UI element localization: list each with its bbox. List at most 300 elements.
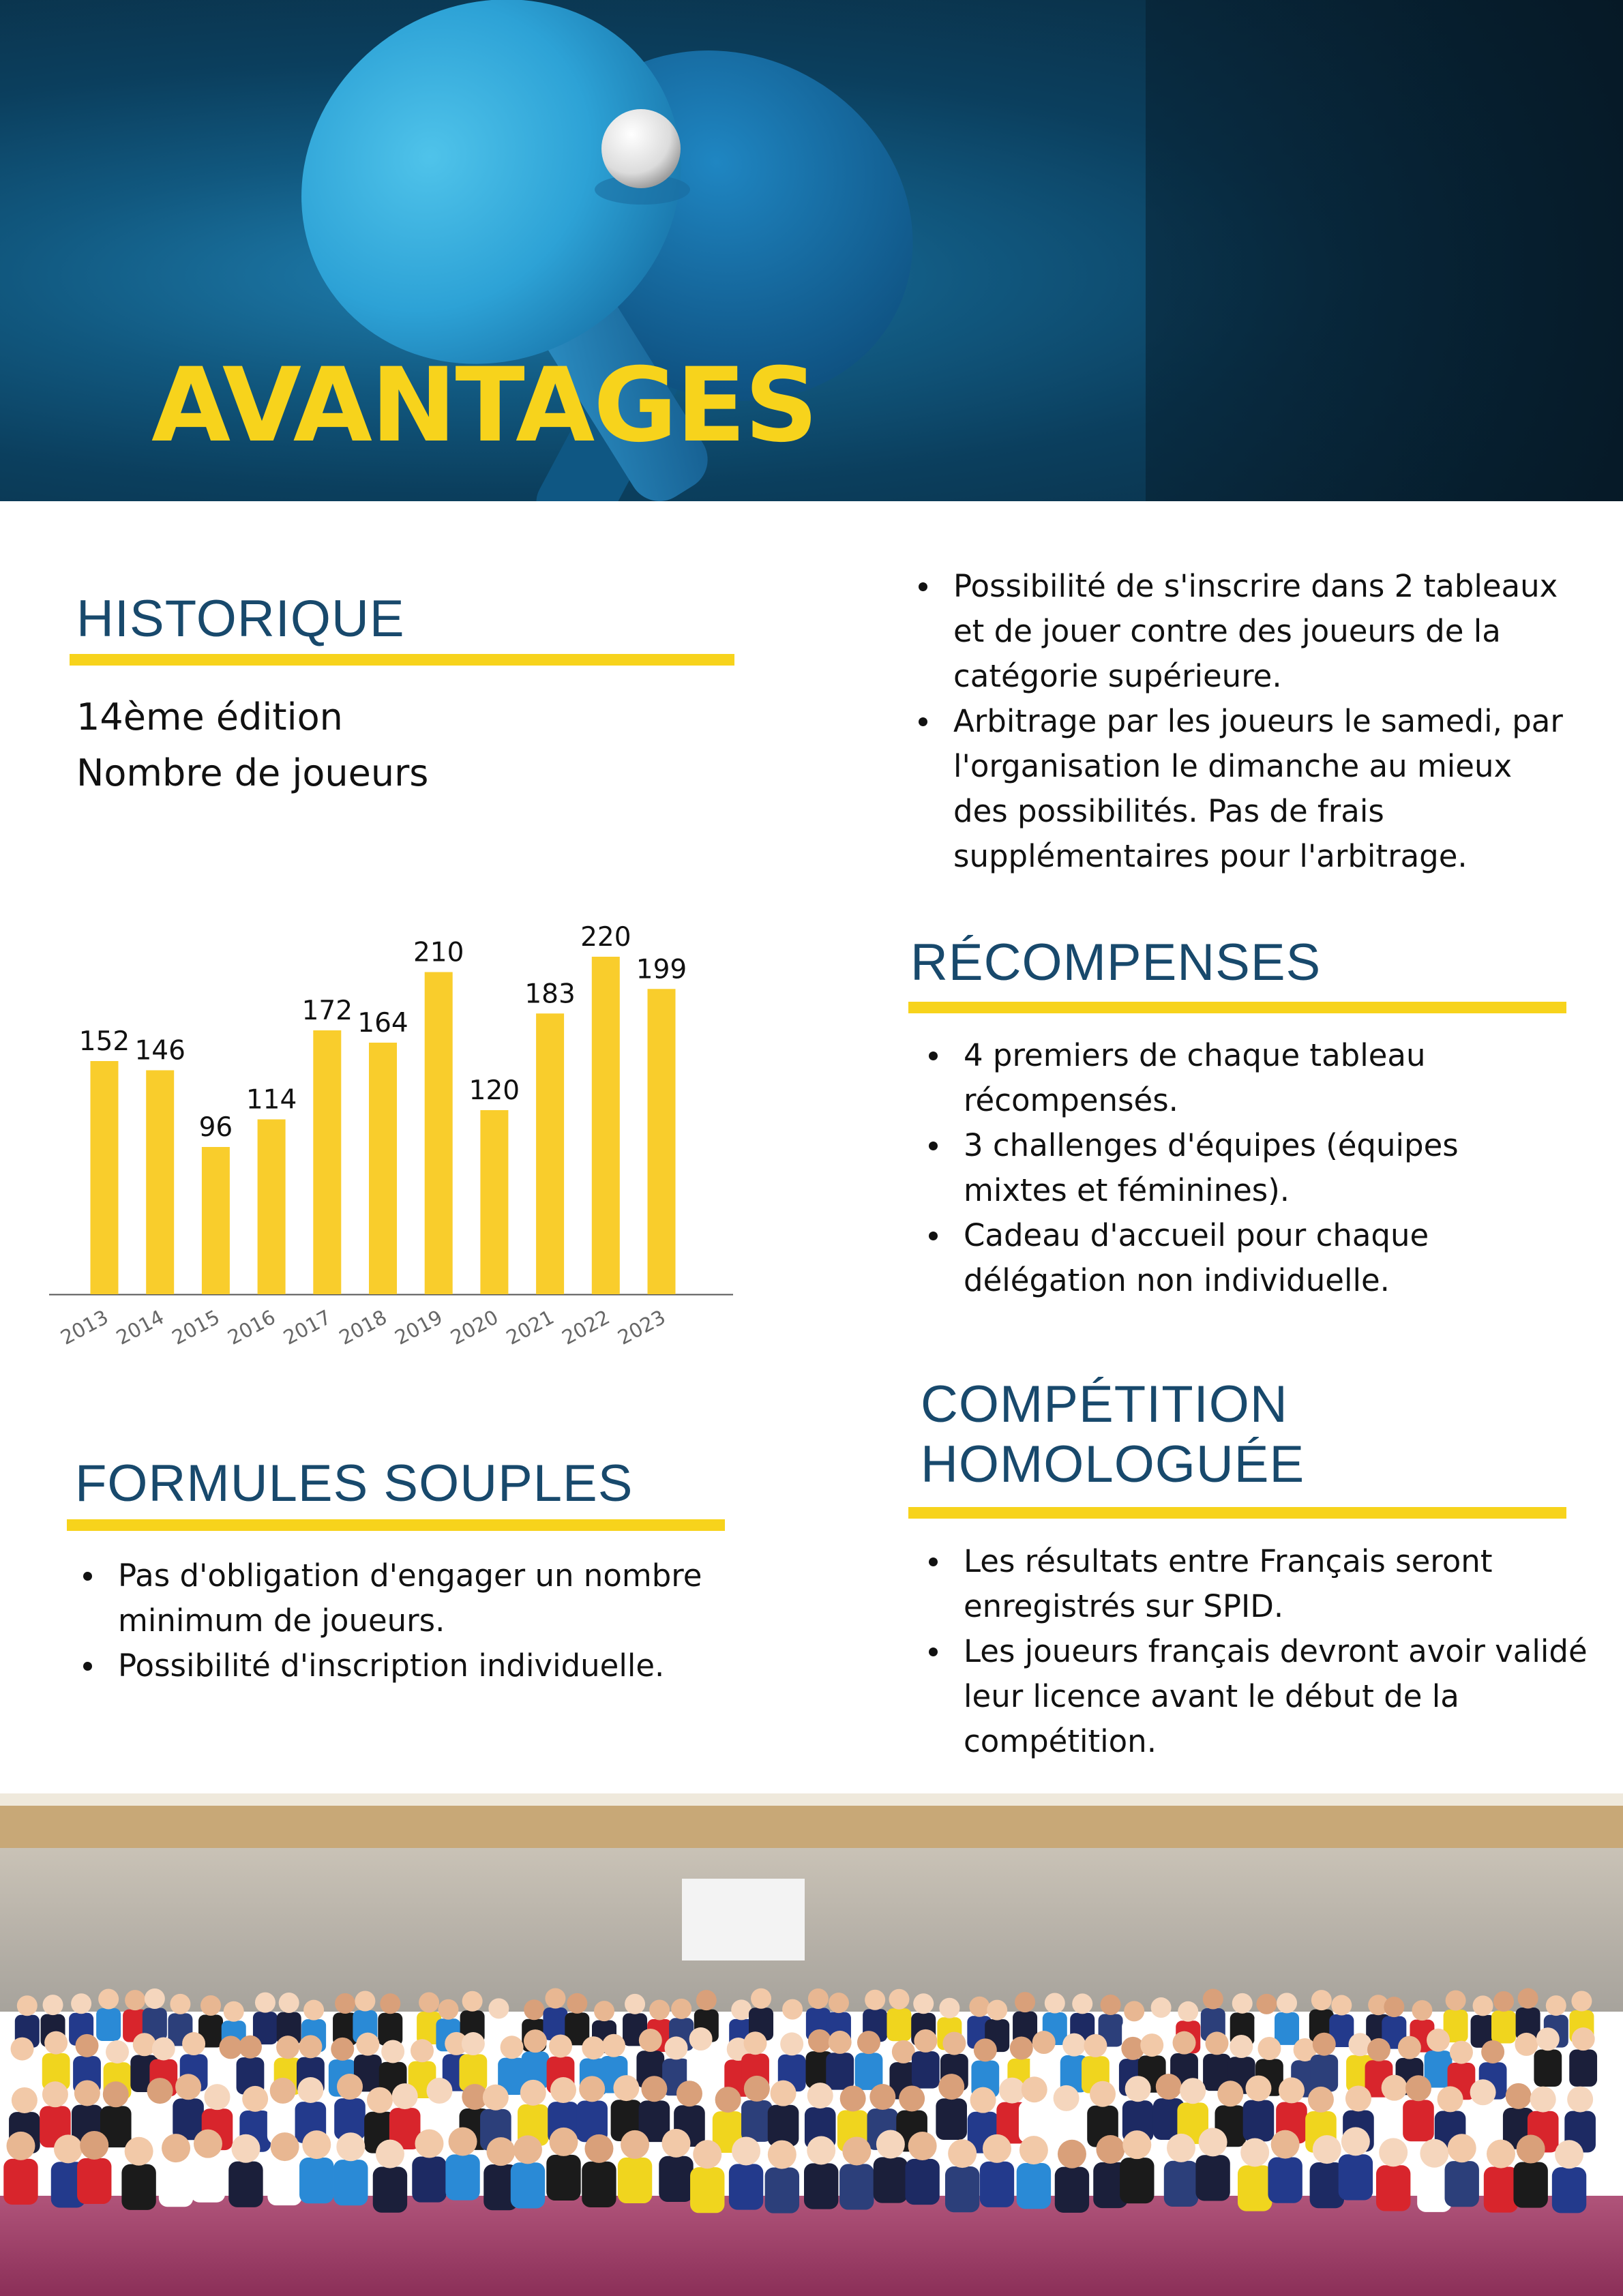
person-body (1268, 2157, 1302, 2203)
person-head (549, 2034, 572, 2057)
chart-bar (648, 989, 676, 1294)
person-head (1470, 2079, 1496, 2105)
person-head (1217, 2081, 1243, 2106)
person-head (194, 2130, 222, 2158)
person-body (874, 2157, 908, 2203)
options-list (916, 564, 1564, 879)
person-head (224, 2001, 244, 2022)
person-head (125, 2137, 153, 2166)
person-head (602, 2034, 625, 2057)
person-head (276, 2036, 299, 2059)
chart-bar (146, 1071, 174, 1295)
chart-bar (202, 1147, 230, 1294)
person-body (1017, 2163, 1051, 2209)
person-head (1230, 2035, 1253, 2058)
person-head (1045, 1993, 1065, 2014)
person-head (1546, 1995, 1566, 2016)
person-head (162, 2134, 190, 2162)
x-tick-label: 2016 (224, 1305, 280, 1350)
person-head (133, 2033, 156, 2056)
person-head (715, 2087, 741, 2113)
list-item: Possibilité de s'inscrire dans 2 tableaux et de jouer contre des joueurs de la catégorie supérieure. (916, 564, 1564, 699)
person-head (974, 2038, 997, 2061)
person-head (1530, 2087, 1556, 2113)
person-head (567, 1993, 587, 2014)
person-head (939, 1998, 959, 2018)
list-item: Pas d'obligation d'engager un nombre minimum de joueurs. (80, 1553, 796, 1643)
person-head (356, 2033, 379, 2056)
bullet-icon (929, 1052, 938, 1060)
list-item: 4 premiers de chaque tableau récompensés. (926, 1033, 1560, 1123)
person-body (1403, 2100, 1434, 2141)
person-head (147, 2078, 173, 2104)
person-body (77, 2158, 111, 2204)
person-head (731, 1999, 751, 2020)
x-tick-label: 2018 (335, 1305, 391, 1350)
person-head (1567, 2087, 1593, 2113)
person-head (392, 2083, 418, 2109)
person-head (744, 2076, 770, 2102)
person-head (1493, 1991, 1514, 2012)
person-head (983, 2134, 1011, 2163)
person-body (299, 2158, 333, 2203)
person-head (908, 2132, 937, 2160)
person-head (913, 1993, 934, 2014)
person-body (1238, 2165, 1272, 2211)
person-head (1427, 2029, 1450, 2052)
data-label: 220 (580, 922, 631, 953)
person-head (842, 2136, 871, 2165)
crowd (3, 1988, 1597, 2213)
person-head (808, 1988, 829, 2009)
data-label: 120 (468, 1075, 520, 1106)
person-head (1450, 2041, 1473, 2064)
person-head (1022, 2076, 1047, 2102)
list-item: 3 challenges d'équipes (équipes mixtes et féminines). (926, 1123, 1560, 1213)
person-head (1536, 2027, 1560, 2051)
person-head (689, 2027, 713, 2051)
person-head (1256, 1994, 1277, 2014)
person-head (242, 2086, 268, 2112)
person-body (96, 2008, 121, 2041)
person-head (970, 2087, 996, 2113)
person-body (1164, 2161, 1198, 2207)
person-body (228, 2162, 263, 2207)
section-title-competition-line2: HOMOLOGUÉE (921, 1435, 1305, 1493)
person-body (373, 2167, 407, 2213)
formules-list (80, 1553, 796, 1688)
section-title-competition-line1: COMPÉTITION (921, 1375, 1288, 1433)
recompenses-list (926, 1033, 1560, 1303)
person-body (1513, 2162, 1547, 2207)
person-head (54, 2134, 83, 2163)
person-body (729, 2164, 763, 2209)
person-head (1245, 2075, 1271, 2101)
person-body (546, 2155, 580, 2201)
person-head (840, 2085, 866, 2111)
person-head (415, 2130, 443, 2158)
person-head (331, 2038, 354, 2061)
person-head (1084, 2034, 1107, 2057)
person-body (839, 2164, 874, 2209)
person-body (618, 2158, 652, 2203)
person-head (829, 2031, 852, 2054)
person-head (1054, 2085, 1079, 2111)
person-head (380, 1993, 400, 2014)
person-head (768, 2141, 796, 2169)
person-head (1062, 2033, 1086, 2057)
chart-bar (592, 957, 620, 1294)
person-head (1178, 2001, 1198, 2022)
person-head (780, 2032, 803, 2055)
person-head (1555, 2140, 1583, 2168)
list-item: Les résultats entre Français seront enregistrés sur SPID. (926, 1539, 1608, 1629)
person-head (98, 1989, 119, 2010)
x-tick-label: 2023 (614, 1305, 670, 1350)
person-head (200, 1995, 221, 2016)
person-head (665, 2036, 688, 2059)
person-head (584, 2134, 613, 2163)
bullet-icon (929, 1142, 938, 1150)
person-body (1534, 2050, 1562, 2087)
person-head (751, 1988, 771, 2009)
person-head (1277, 1993, 1297, 2013)
person-head (1379, 2138, 1408, 2166)
x-tick-label: 2015 (168, 1305, 224, 1350)
chart-bar (425, 972, 453, 1295)
person-head (411, 2039, 434, 2062)
person-head (336, 2132, 365, 2161)
person-body (1339, 2154, 1373, 2200)
chart-subtitle: Nombre de joueurs (76, 751, 429, 794)
person-head (1122, 2130, 1151, 2159)
section-title-formules: FORMULES SOUPLES (75, 1455, 634, 1512)
person-head (969, 1997, 989, 2017)
person-head (782, 1999, 803, 2020)
person-head (948, 2139, 977, 2168)
person-head (103, 2081, 129, 2107)
person-body (159, 2161, 193, 2207)
person-head (545, 1988, 565, 2008)
person-head (1506, 2083, 1532, 2109)
person-body (191, 2157, 225, 2203)
person-head (876, 2130, 905, 2158)
person-head (182, 2032, 205, 2055)
person-head (449, 2127, 477, 2156)
person-body (267, 2160, 301, 2205)
x-tick-label: 2014 (112, 1305, 168, 1350)
person-head (80, 2131, 108, 2160)
person-head (255, 1993, 276, 2013)
list-item: Cadeau d'accueil pour chaque délégation non individuelle. (926, 1213, 1560, 1303)
person-body (1445, 2161, 1479, 2207)
person-head (302, 2130, 331, 2159)
person-body (1120, 2158, 1154, 2203)
x-tick-label: 2019 (391, 1305, 447, 1350)
person-head (744, 2031, 767, 2055)
person-head (914, 2029, 937, 2053)
person-head (696, 1990, 717, 2010)
bullet-icon (929, 1648, 938, 1656)
person-head (1367, 2038, 1390, 2061)
chart-bar (536, 1013, 564, 1294)
person-head (1420, 2139, 1448, 2168)
person-body (1569, 2049, 1597, 2086)
person-body (1195, 2155, 1230, 2201)
person-head (43, 1995, 63, 2015)
person-head (297, 2077, 323, 2103)
person-head (125, 1990, 145, 2010)
edition-label: 14ème édition (76, 696, 343, 739)
person-head (1384, 1997, 1404, 2017)
list-item: Arbitrage par les joueurs le samedi, par l'organisation le dimanche au mieux des possibilités. Pas de frais supplémentaires pour l'arbitrage. (916, 699, 1564, 879)
person-head (303, 2000, 324, 2021)
person-head (483, 2085, 509, 2111)
section-underline (908, 1507, 1566, 1519)
data-label: 96 (198, 1112, 233, 1143)
person-head (152, 2037, 175, 2060)
x-tick-label: 2021 (502, 1305, 558, 1350)
person-head (486, 2137, 515, 2166)
person-body (804, 2163, 838, 2209)
person-head (1308, 2087, 1334, 2113)
person-body (1376, 2165, 1410, 2211)
section-underline (67, 1519, 725, 1531)
person-head (44, 2031, 68, 2055)
person-head (462, 1991, 483, 2012)
person-head (1341, 2127, 1370, 2156)
person-head (1412, 2000, 1432, 2021)
x-tick-label: 2022 (558, 1305, 614, 1350)
person-body (412, 2156, 446, 2202)
person-head (355, 1991, 375, 2011)
person-head (807, 2136, 835, 2164)
person-head (1203, 1989, 1223, 2010)
person-head (671, 1999, 691, 2019)
person-head (1518, 1988, 1538, 2009)
person-head (641, 2076, 667, 2102)
person-head (6, 2132, 35, 2160)
person-body (768, 2105, 799, 2147)
person-head (367, 2087, 393, 2113)
person-body (659, 2156, 693, 2202)
person-body (936, 2098, 967, 2140)
bullet-icon (919, 717, 927, 726)
list-item: Les joueurs français devront avoir validé leur licence avant le début de la compétition. (926, 1629, 1608, 1764)
data-label: 164 (357, 1008, 408, 1039)
person-head (1232, 1993, 1253, 2014)
bullet-icon (83, 1662, 92, 1671)
person-head (1072, 1993, 1092, 2014)
person-head (1271, 2130, 1300, 2159)
person-head (550, 2077, 576, 2103)
person-head (942, 2032, 966, 2055)
person-head (106, 2040, 129, 2063)
person-head (857, 2031, 880, 2054)
competition-list (926, 1539, 1608, 1764)
person-head (1151, 1997, 1172, 2018)
person-head (938, 2074, 964, 2100)
person-head (1571, 1991, 1592, 2011)
person-body (912, 2051, 940, 2088)
person-head (771, 2081, 796, 2106)
chart-bar (91, 1061, 119, 1294)
x-tick-label: 2020 (447, 1305, 503, 1350)
person-head (1015, 1992, 1035, 2012)
person-head (1010, 2036, 1033, 2059)
person-head (1311, 1990, 1332, 2010)
person-head (71, 1993, 91, 2014)
person-head (1090, 2081, 1116, 2107)
person-head (1279, 2077, 1305, 2103)
chart-bar (258, 1120, 286, 1295)
person-head (501, 2036, 524, 2059)
person-head (649, 1999, 670, 2020)
person-head (807, 2083, 833, 2108)
person-head (426, 2078, 452, 2104)
person-head (1156, 2074, 1182, 2100)
person-head (1180, 2078, 1206, 2104)
person-head (808, 2029, 831, 2053)
person-body (1243, 2100, 1275, 2142)
bullet-icon (919, 582, 927, 591)
person-body (445, 2154, 479, 2200)
person-head (732, 2137, 760, 2166)
person-head (270, 2078, 296, 2104)
person-head (1199, 2128, 1227, 2156)
person-head (524, 1999, 544, 2020)
person-head (175, 2074, 201, 2100)
person-head (1572, 2027, 1595, 2051)
person-body (887, 2008, 911, 2041)
person-head (462, 2032, 485, 2055)
person-head (1167, 2134, 1195, 2162)
person-head (865, 1990, 885, 2010)
person-head (1517, 2135, 1545, 2164)
person-body (690, 2167, 724, 2213)
person-head (1448, 2134, 1476, 2162)
person-head (520, 2080, 546, 2106)
person-head (579, 2076, 605, 2102)
person-head (231, 2134, 260, 2163)
person-head (513, 2135, 542, 2164)
players-bar-chart (41, 794, 743, 1367)
data-label: 210 (413, 937, 464, 968)
person-head (239, 2036, 262, 2059)
chart-bar (480, 1110, 508, 1294)
person-head (661, 2129, 690, 2158)
person-head (419, 1992, 439, 2012)
chart-bar (369, 1043, 397, 1294)
person-head (279, 1993, 299, 2013)
person-head (1331, 1995, 1352, 2016)
data-label: 183 (524, 979, 576, 1010)
person-body (1055, 2167, 1089, 2213)
person-head (550, 2128, 578, 2156)
x-tick-label: 2017 (279, 1305, 336, 1350)
person-body (582, 2162, 616, 2207)
person-head (42, 2081, 68, 2107)
person-head (11, 2038, 34, 2061)
person-body (905, 2159, 939, 2205)
person-body (765, 2167, 799, 2213)
person-head (1398, 2036, 1421, 2059)
person-head (1019, 2136, 1048, 2164)
person-head (1096, 2135, 1125, 2164)
section-underline (70, 654, 734, 666)
person-head (1345, 2085, 1371, 2111)
person-body (980, 2162, 1014, 2207)
person-head (1173, 2031, 1196, 2055)
person-head (12, 2087, 38, 2113)
person-head (899, 2085, 925, 2111)
person-body (511, 2162, 545, 2208)
person-head (639, 2029, 662, 2052)
chart-bar (313, 1030, 341, 1294)
person-head (1473, 1995, 1493, 2016)
person-body (1310, 2055, 1338, 2091)
person-head (170, 1994, 190, 2014)
page-title: AVANTAGES (151, 346, 817, 465)
person-head (1140, 2033, 1163, 2057)
person-head (1515, 2033, 1538, 2056)
person-head (1313, 2135, 1341, 2164)
person-head (438, 1999, 458, 2020)
person-head (76, 2034, 99, 2057)
person-head (1481, 2040, 1504, 2063)
person-head (1124, 2001, 1144, 2021)
person-head (1487, 2140, 1515, 2168)
x-tick-label: 2013 (57, 1305, 113, 1350)
data-label: 199 (636, 954, 687, 985)
group-photo (0, 1793, 1623, 2296)
person-head (625, 1994, 645, 2014)
person-head (613, 2075, 639, 2101)
person-body (1484, 2166, 1518, 2212)
person-head (1032, 2031, 1056, 2054)
person-body (121, 2164, 155, 2210)
person-head (676, 2081, 702, 2106)
person-head (1446, 1991, 1466, 2011)
section-underline (908, 1002, 1566, 1013)
person-head (1058, 2140, 1086, 2168)
person-body (333, 2160, 368, 2205)
person-head (271, 2132, 299, 2161)
person-head (869, 2084, 895, 2110)
person-head (999, 2078, 1025, 2104)
person-head (889, 1989, 909, 2010)
data-label: 172 (301, 996, 353, 1026)
person-head (621, 2130, 649, 2159)
person-head (74, 2080, 100, 2106)
section-title-historique: HISTORIQUE (76, 590, 405, 648)
section-title-recompenses: RÉCOMPENSES (910, 934, 1322, 992)
person-head (524, 2029, 547, 2053)
bullet-icon (83, 1572, 92, 1581)
person-head (1125, 2076, 1151, 2102)
person-head (829, 1993, 849, 2013)
data-label: 146 (134, 1035, 185, 1067)
person-body (945, 2166, 979, 2212)
person-head (205, 2084, 230, 2110)
person-head (337, 2074, 363, 2100)
person-head (17, 1995, 38, 2016)
group-photo-players-icon (0, 1793, 1623, 2296)
person-head (1101, 1995, 1121, 2015)
person-head (1257, 2037, 1281, 2060)
person-head (1240, 2138, 1269, 2166)
person-head (488, 1998, 509, 2018)
